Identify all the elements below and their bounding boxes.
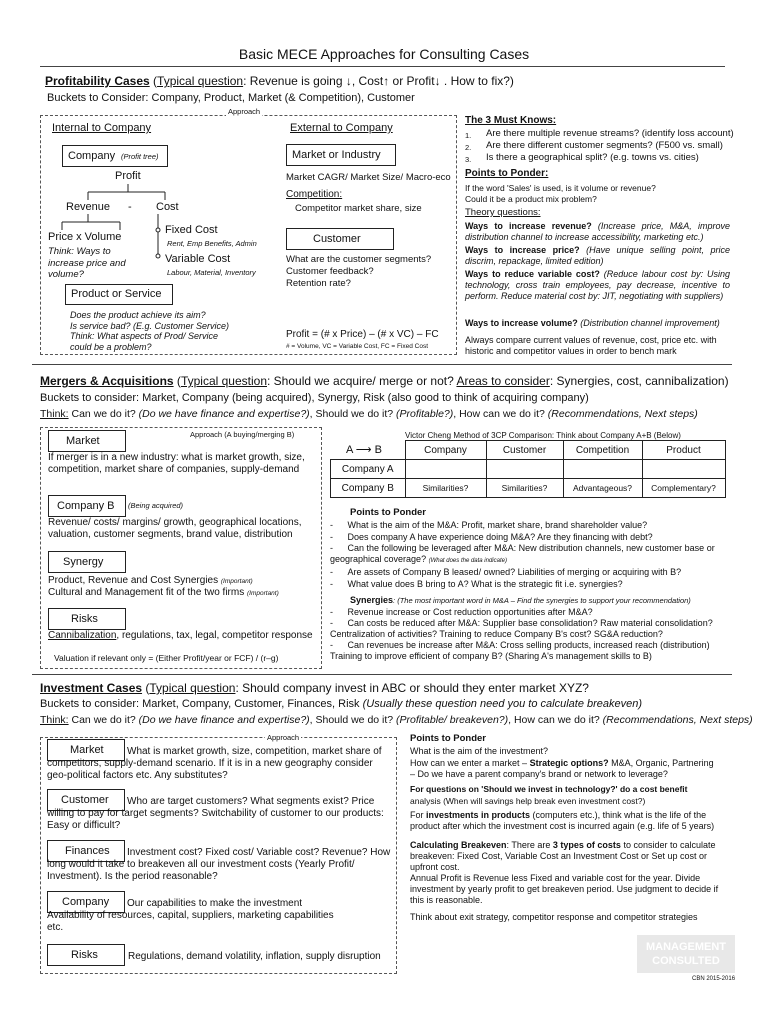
think-italic: (Profitable/ breakeven?)	[393, 714, 509, 726]
inv-ponder-4b: analysis (When will savings help break even investment cost?)	[410, 796, 646, 806]
cost-node: Cost	[156, 201, 179, 213]
theory-question: Ways to increase price?	[465, 245, 580, 255]
inv-risks-box	[47, 944, 125, 966]
product-service-label: Product or Service	[71, 288, 162, 300]
ma-ponder-item: - Can the following be leveraged after M&A: New distribution channels, new customer base or geographical coverage? (What does the data indicate)	[330, 543, 715, 564]
must-knows-item: Are there multiple revenue streams? (identify loss account)	[486, 128, 734, 139]
table-cell	[642, 460, 725, 479]
profit-ponder-1: If the word 'Sales' is used, is it volume or revenue?	[465, 183, 656, 193]
typical-question-text: : Should we acquire/ merge or not?	[267, 374, 454, 388]
synergy-item: - Revenue increase or Cost reduction opportunities after M&A?	[330, 607, 593, 617]
must-knows-title: The 3 Must Knows:	[465, 115, 557, 126]
inv-ponder-7: Annual Profit is Revenue less Fixed and variable cost for the year. Divide investment by yearly profit to get breakeven period. Use judgment to decide if this is reasonable.	[410, 873, 719, 905]
synergy-text: Product, Revenue and Cost Synergies	[48, 575, 219, 586]
ma-ponder-item: - What value does B bring to A? What is the strategic fit i.e. synergies?	[330, 579, 623, 589]
inv-customer-label: Customer	[61, 794, 109, 806]
arrow-down-icon: ↓	[434, 74, 441, 88]
think-italic: (Do we have finance and expertise?)	[135, 408, 310, 420]
table-header-row	[331, 441, 726, 460]
customer-box	[286, 228, 394, 250]
synergy-item: - Can revenues be increase after M&A: Cross selling products, increased reach (distribution) Training to improve efficient of company B? (Sharing A's management skills to B)	[330, 640, 710, 661]
arrow-up-icon: ↑	[383, 74, 390, 88]
competition-label: Competition:	[286, 189, 343, 200]
think-italic: (Recommendations, Next steps)	[544, 408, 698, 420]
theory-item	[465, 269, 730, 302]
ponder-text: What is the aim of the M&A: Profit, market share, brand shareholder value?	[347, 520, 648, 530]
ponder-note: (What does the data indicate)	[428, 558, 507, 564]
table-cell	[563, 460, 642, 479]
profit-ponder-2: Could it be a product mix problem?	[465, 194, 597, 204]
ponder-text: : There are	[506, 840, 553, 850]
table-cell	[486, 460, 563, 479]
cannibalization-text: Cannibalization	[48, 630, 117, 641]
synergies-note: : (The most important word in M&A – Find the synergies to support your recommendation)	[393, 596, 691, 605]
synergy-item: - Can costs be reduced after M&A: Supplier base consolidation? Raw material consolidation? Centralization of activities? Training to reduce Company B's cost? SG&A reduction?	[330, 618, 713, 639]
profitability-heading: Profitability Cases	[45, 74, 150, 88]
being-acquired-note: (Being acquired)	[128, 501, 184, 510]
inv-ponder-8: Think about exit strategy, competitor response and competitor strategies	[410, 912, 698, 922]
title-rule	[40, 66, 725, 67]
customer-label: Customer	[313, 233, 361, 245]
theory-answer: (Have unique selling point, price discrim, repackage, limited edition)	[465, 245, 730, 266]
think-label: Think:	[40, 714, 69, 726]
inv-finances-desc: Investment cost? Fixed cost/ Variable cost? Revenue? How long would it take to breakeven all our investment costs (Yearly Profit/ Investment). Is the period reasonable?	[47, 847, 391, 882]
ma-market-text: If merger is in a new industry: what is market growth, size, competition, market share of companies, supply-demand	[48, 452, 305, 475]
company-label: Company	[68, 150, 116, 162]
table-cell	[405, 460, 486, 479]
synergy-text: Revenue increase or Cost reduction opportunities after M&A?	[347, 607, 593, 617]
fixed-cost-detail: Rent, Emp Benefits, Admin	[167, 239, 257, 248]
ma-synergy-label: Synergy	[63, 556, 104, 568]
synergy-text: Can costs be reduced after M&A: Supplier base consolidation? Raw material consolidation? Centralization of activities? Training to reduce Company B's cost? SG&A reduction?	[330, 618, 713, 639]
variable-cost-detail: Labour, Material, Inventory	[167, 268, 256, 277]
customer-question-1: What are the customer segments?	[286, 254, 432, 265]
inv-finances-text	[47, 847, 392, 883]
table-row	[331, 460, 726, 479]
ponder-text: Does company A have experience doing M&A? Are they financing with debt?	[347, 532, 653, 542]
ma-ponder-item: - What is the aim of the M&A: Profit, market share, brand shareholder value?	[330, 520, 648, 530]
compare-note: Always compare current values of revenue, cost, price etc. with historic and competitor values in order to bench mark	[465, 335, 717, 356]
must-knows-number-2: 2.	[465, 143, 472, 152]
ma-companyb-box	[48, 495, 126, 517]
inv-ponder-6	[410, 840, 730, 873]
inv-ponder-5	[410, 810, 730, 832]
copyright: CBN 2015-2016	[692, 976, 736, 982]
table-cell: Similarities?	[486, 479, 563, 498]
theory-answer: (Reduce labour cost by: Using technology, cross train employees, pay decrease, incentive to perform. Reduce material cost by: JIT, negotiating with suppliers)	[465, 269, 731, 301]
ma-risks-line	[48, 630, 313, 642]
inv-customer-desc: Who are target customers? What segments exist? Price willing to pay for target segments? Switchability of customer to our products: Easy or difficult?	[47, 796, 384, 831]
ponder-text: to consider to calculate breakeven: Fixed Cost, Variable Cost an Investment Cost or Set up cost or upfront cost.	[410, 840, 716, 872]
theory-item	[465, 221, 730, 243]
ponder-text: What value does B bring to A? What is the strategic fit i.e. synergies?	[347, 579, 623, 589]
think-italic: (Do we have finance and expertise?)	[135, 714, 310, 726]
inv-market-label: Market	[70, 744, 104, 756]
theory-question: Ways to increase volume?	[465, 318, 578, 328]
inv-finances-label: Finances	[65, 845, 110, 857]
ma-risks-label: Risks	[71, 613, 98, 625]
typical-question-label: Typical question	[149, 681, 236, 695]
investment-think-line	[40, 714, 753, 726]
corner-a: A	[346, 444, 353, 456]
inv-company-text	[47, 898, 347, 934]
ponder-bold: 3 types of costs	[552, 840, 621, 850]
how-to-fix-text: . How to fix?)	[443, 74, 514, 88]
product-question-1: Does the product achieve its aim?	[70, 310, 206, 320]
think-ways-note: Think: Ways to increase price and volume?	[48, 246, 126, 280]
table-header: Competition	[563, 441, 642, 460]
theory-item	[465, 245, 730, 267]
think-text: , How can we do it?	[453, 408, 545, 420]
table-row-label: Company B	[331, 479, 406, 498]
fixed-cost-node: Fixed Cost	[165, 224, 218, 236]
section-rule	[32, 674, 732, 675]
ma-think-line	[40, 408, 698, 420]
theory-item	[465, 318, 730, 329]
product-service-box	[65, 284, 173, 305]
typical-question-text: : Revenue is going	[243, 74, 343, 88]
think-text: , Should we do it?	[309, 714, 394, 726]
inv-market-desc: What is market growth, size, competition, market share of competitors, supply-demand scenario. If it is in a new geography consider geo-political factors etc. Any substitutes?	[47, 746, 382, 781]
ponder-text: (computers etc.), think what is the life of the product after which the investment cost is incurred again (e.g. life of 5 years)	[410, 810, 715, 831]
inv-customer-text	[47, 796, 392, 832]
table-cell: Advantageous?	[563, 479, 642, 498]
or-profit-text: or Profit	[389, 74, 435, 88]
theory-question: Ways to increase revenue?	[465, 221, 592, 231]
market-cagr-text: Market CAGR/ Market Size/ Macro-eco	[286, 172, 451, 183]
synergy-text: Can revenues be increase after M&A: Cross selling products, increased reach (distribution) Training to improve efficient of company B? (Sharing A's management skills to B)	[330, 640, 710, 661]
investment-heading-line: Investment Cases (Typical question: Should company invest in ABC or should they enter market XYZ?	[40, 681, 589, 695]
section-rule	[32, 364, 732, 365]
synergy-text: Cultural and Management fit of the two firms	[48, 587, 245, 598]
typical-question-label: Typical question	[157, 74, 244, 88]
valuation-note: Valuation if relevant only = (Either Profit/year or FCF) / (r–g)	[54, 653, 279, 663]
synergies-title-line	[350, 594, 691, 606]
areas-text: : Synergies, cost, cannibalization)	[549, 374, 729, 388]
ma-companyb-label: Company B	[57, 500, 115, 512]
ma-risks-box	[48, 608, 126, 630]
ma-synergy-2	[48, 587, 279, 599]
minus-sign: -	[128, 201, 132, 213]
ponder-text: Are assets of Company B leased/ owned? Liabilities of merging or acquiring with B?	[347, 567, 682, 577]
watermark-logo	[637, 935, 735, 973]
watermark-text: MANAGEMENT	[645, 941, 727, 953]
ponder-bold: investments in products	[426, 810, 531, 820]
buckets-note: (Usually these question need you to calculate breakeven)	[359, 698, 643, 710]
typical-question-label: Typical question	[180, 374, 267, 388]
investment-buckets	[40, 698, 642, 710]
internal-label: Internal to Company	[52, 122, 152, 134]
market-industry-label: Market or Industry	[292, 149, 381, 161]
watermark-text: CONSULTED	[652, 955, 720, 967]
ma-market-label: Market	[66, 435, 100, 447]
theory-title: Theory questions:	[465, 207, 541, 218]
competitor-share-text: Competitor market share, size	[295, 203, 422, 214]
investment-heading: Investment Cases	[40, 681, 143, 695]
ma-heading: Mergers & Acquisitions	[40, 374, 174, 388]
think-text: , Should we do it?	[309, 408, 394, 420]
arrow-right-icon: ⟶	[355, 444, 372, 456]
ma-synergy-box	[48, 551, 126, 573]
page-title: Basic MECE Approaches for Consulting Cases	[238, 46, 530, 62]
ma-buckets: Buckets to consider: Market, Company (being acquired), Synergy, Risk (also good to think of acquiring company)	[40, 392, 589, 404]
inv-risks-label: Risks	[71, 949, 98, 961]
think-italic: (Recommendations, Next steps)	[599, 714, 753, 726]
variable-cost-node: Variable Cost	[165, 253, 231, 265]
product-question-3: Think: What aspects of Prod/ Service could be a problem?	[70, 331, 219, 352]
investment-approach-label: Approach	[267, 733, 300, 742]
think-text: Can we do it?	[68, 714, 136, 726]
cost-text: , Cost	[351, 74, 384, 88]
table-cell: Complementary?	[642, 479, 725, 498]
inv-risks-text: Regulations, demand volatility, inflation, supply disruption	[128, 951, 381, 962]
theory-question: Ways to reduce variable cost?	[465, 269, 600, 279]
table-header: Product	[642, 441, 725, 460]
ma-ponder-item: - Are assets of Company B leased/ owned? Liabilities of merging or acquiring with B?	[330, 567, 682, 577]
ma-ponder-title: Points to Ponder	[350, 507, 426, 518]
synergies-title: Synergies	[350, 595, 394, 605]
ma-ponder-item: - Does company A have experience doing M&A? Are they financing with debt?	[330, 532, 653, 542]
table-header: Customer	[486, 441, 563, 460]
table-row	[331, 479, 726, 498]
arrow-down-icon: ↓	[345, 74, 352, 88]
inv-ponder-1: What is the aim of the investment?	[410, 746, 549, 756]
product-question-2: Is service bad? (E.g. Customer Service)	[70, 321, 230, 331]
inv-market-text	[47, 746, 392, 782]
important-note: (Important)	[246, 590, 279, 597]
ponder-text: How can we enter a market –	[410, 758, 530, 768]
think-italic: (Profitable?)	[393, 408, 454, 420]
ma-synergy-1	[48, 575, 253, 587]
table-header: Company	[405, 441, 486, 460]
table-corner-cell	[331, 441, 406, 460]
ponder-text: Can the following be leveraged after M&A: New distribution channels, new customer base or geographical coverage?	[330, 543, 715, 564]
approach-label: Approach	[228, 107, 261, 116]
comparison-table	[330, 440, 726, 498]
important-note: (Important)	[220, 578, 253, 585]
must-knows-number-3: 3.	[465, 155, 472, 164]
profitability-buckets: Buckets to Consider: Company, Product, Market (& Competition), Customer	[47, 92, 415, 104]
customer-question-2: Customer feedback?	[286, 266, 374, 277]
theory-answer: (Distribution channel improvement)	[577, 318, 720, 328]
formula-legend: # = Volume, VC = Variable Cost, FC = Fixed Cost	[286, 343, 429, 350]
ponder-bold: Strategic options?	[529, 758, 609, 768]
profit-ponder-title: Points to Ponder:	[465, 168, 549, 179]
must-knows-item: Are there different customer segments? (F500 vs. small)	[486, 140, 723, 151]
inv-company-label: Company	[62, 896, 110, 908]
ma-companyb-text: Revenue/ costs/ margins/ growth, geographical locations, valuation, customer segments, brand value, distribution	[48, 517, 302, 540]
ma-approach-label: Approach (A buying/merging B)	[190, 430, 295, 439]
areas-label: Areas to consider	[456, 374, 550, 388]
company-box	[62, 145, 168, 167]
must-knows-number-1: 1.	[465, 131, 472, 140]
ma-market-box	[48, 430, 126, 452]
external-label: External to Company	[290, 122, 393, 134]
buckets-text: Buckets to consider: Market, Company, Customer, Finances, Risk	[40, 698, 360, 710]
inv-ponder-3: – Do we have a parent company's brand or network to leverage?	[410, 769, 668, 779]
inv-ponder-4a: For questions on 'Should we invest in technology?' do a cost benefit	[410, 784, 688, 794]
profit-node: Profit	[115, 170, 141, 182]
typical-question-text: : Should company invest in ABC or should they enter market XYZ?	[235, 681, 589, 695]
profit-tree-label: (Profit tree)	[121, 152, 159, 161]
inv-ponder-title: Points to Ponder	[410, 733, 486, 744]
market-industry-box	[286, 144, 396, 166]
table-row-label: Company A	[331, 460, 406, 479]
profitability-heading-line: Profitability Cases (Typical question: Revenue is going ↓, Cost↑ or Profit↓ . How to fix?)	[45, 74, 514, 88]
price-volume-node: Price x Volume	[48, 231, 122, 243]
ponder-text: For	[410, 810, 427, 820]
think-label: Think:	[40, 408, 69, 420]
revenue-node: Revenue	[66, 201, 111, 213]
table-cell: Similarities?	[405, 479, 486, 498]
think-text: , How can we do it?	[508, 714, 600, 726]
theory-answer: (Increase price, M&A, improve distribution channel to increase accessibility, marketing etc.)	[465, 221, 730, 242]
corner-b: B	[374, 444, 382, 456]
ma-heading-line: Mergers & Acquisitions (Typical question: Should we acquire/ merge or not? Areas to consider: Synergies, cost, cannibalization)	[40, 374, 729, 388]
risks-text: , regulations, tax, legal, competitor response	[116, 630, 313, 641]
ponder-bold: Calculating Breakeven	[410, 840, 507, 850]
inv-company-desc: Our capabilities to make the investment Availability of resources, capital, suppliers, marketing capabilities etc.	[47, 898, 334, 933]
cheng-title: Victor Cheng Method of 3CP Comparison: Think about Company A+B (Below)	[405, 431, 681, 440]
ponder-text: M&A, Organic, Partnering	[608, 758, 714, 768]
must-knows-item: Is there a geographical split? (e.g. towns vs. cities)	[486, 152, 699, 163]
customer-question-3: Retention rate?	[286, 278, 351, 289]
profit-formula: Profit = (# x Price) – (# x VC) – FC	[286, 329, 439, 340]
think-text: Can we do it?	[68, 408, 136, 420]
